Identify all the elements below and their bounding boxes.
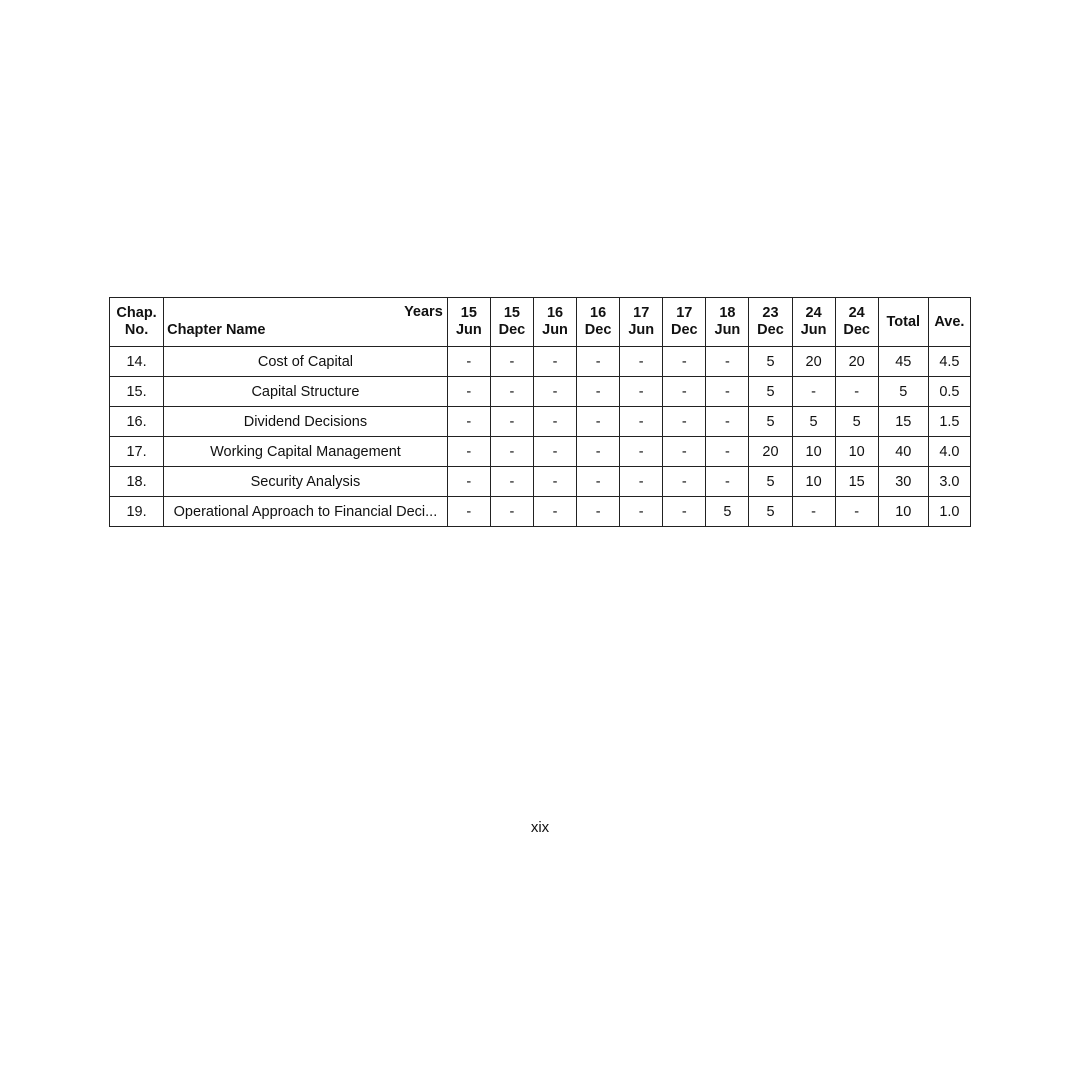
marks-cell: - [835,377,878,407]
marks-cell: - [706,407,749,437]
marks-cell: - [577,407,620,437]
period-month: Jun [800,322,827,338]
chapter-number-cell: 19. [110,497,164,527]
marks-cell: - [490,437,533,467]
chapter-number-cell: 17. [110,437,164,467]
marks-cell: 20 [792,347,835,377]
marks-cell: - [577,497,620,527]
table-row [110,437,971,467]
chap-header-line2: No. [124,322,149,338]
marks-cell: - [663,377,706,407]
marks-cell: 20 [835,347,878,377]
chapter-number-cell: 15. [110,377,164,407]
chapter-name-header [164,298,448,347]
total-cell: 45 [878,347,928,377]
marks-cell: - [447,497,490,527]
marks-cell: 5 [749,407,792,437]
total-header: Total [878,298,928,347]
marks-cell: 5 [749,377,792,407]
period-month: Jun [628,322,655,338]
marks-cell: - [663,407,706,437]
marks-cell: - [447,467,490,497]
marks-cell: - [533,347,576,377]
period-header [490,298,533,347]
marks-cell: - [490,467,533,497]
period-year: 23 [762,305,779,321]
marks-cell: - [620,347,663,377]
marks-cell: 5 [749,497,792,527]
marks-cell: - [706,347,749,377]
period-year: 15 [503,305,520,321]
marks-cell: - [577,437,620,467]
marks-cell: 10 [835,437,878,467]
chapter-name-cell: Operational Approach to Financial Deci... [164,497,448,527]
average-cell: 1.0 [928,497,970,527]
period-month: Dec [843,322,870,338]
period-header [577,298,620,347]
average-header: Ave. [928,298,970,347]
period-header [620,298,663,347]
marks-cell: - [620,497,663,527]
total-cell: 40 [878,437,928,467]
marks-cell: - [447,347,490,377]
marks-cell: - [620,377,663,407]
marks-cell: 5 [749,467,792,497]
marks-cell: 5 [749,347,792,377]
marks-cell: - [577,347,620,377]
period-month: Jun [542,322,568,338]
period-year: 15 [460,305,477,321]
marks-cell: - [663,437,706,467]
average-cell: 4.0 [928,437,970,467]
table-row [110,347,971,377]
marks-cell: - [490,407,533,437]
marks-cell: - [792,377,835,407]
marks-cell: - [447,407,490,437]
marks-cell: - [620,407,663,437]
period-year: 16 [546,305,564,321]
marks-cell: 10 [792,467,835,497]
marks-cell: - [792,497,835,527]
marks-cell: - [663,347,706,377]
period-header [663,298,706,347]
marks-cell: - [706,377,749,407]
marks-cell: - [577,377,620,407]
table-body [110,347,971,527]
period-month: Dec [670,322,698,338]
period-header [533,298,576,347]
marks-cell: 5 [835,407,878,437]
period-month: Dec [584,322,612,338]
marks-cell: - [533,497,576,527]
chapter-number-cell: 16. [110,407,164,437]
marks-cell: 10 [792,437,835,467]
total-cell: 15 [878,407,928,437]
total-cell: 5 [878,377,928,407]
table-header-row [110,298,971,347]
marks-cell: - [533,407,576,437]
period-header [835,298,878,347]
chapter-number-cell: 18. [110,467,164,497]
average-cell: 1.5 [928,407,970,437]
years-label: Years [404,304,443,320]
chapter-name-cell: Capital Structure [164,377,448,407]
marks-cell: - [706,467,749,497]
average-cell: 0.5 [928,377,970,407]
table-row [110,407,971,437]
period-header [749,298,792,347]
average-cell: 3.0 [928,467,970,497]
marks-cell: 5 [706,497,749,527]
period-year: 24 [805,305,822,321]
chapter-name-label: Chapter Name [167,322,266,338]
average-cell: 4.5 [928,347,970,377]
period-year: 18 [719,305,736,321]
marks-cell: - [533,467,576,497]
marks-cell: - [490,377,533,407]
chapter-name-cell: Cost of Capital [164,347,448,377]
marks-cell: - [490,347,533,377]
marks-cell: - [706,437,749,467]
chapter-number-cell: 14. [110,347,164,377]
table-row [110,467,971,497]
total-cell: 30 [878,467,928,497]
marks-cell: - [663,497,706,527]
chap-header-line1: Chap. [116,305,157,321]
chapter-name-cell: Dividend Decisions [164,407,448,437]
marks-cell: - [533,437,576,467]
marks-distribution-table [109,297,971,527]
period-month: Jun [455,322,482,338]
marks-cell: - [490,497,533,527]
period-header [706,298,749,347]
period-header [792,298,835,347]
marks-cell: - [533,377,576,407]
period-header [447,298,490,347]
total-cell: 10 [878,497,928,527]
marks-cell: - [447,377,490,407]
period-month: Dec [757,322,784,338]
period-month: Jun [714,322,741,338]
page-number: xix [530,819,550,836]
period-month: Dec [498,322,526,338]
marks-cell: 20 [749,437,792,467]
period-year: 17 [633,305,650,321]
period-year: 17 [676,305,693,321]
chapter-name-cell: Security Analysis [164,467,448,497]
period-year: 16 [590,305,607,321]
marks-cell: 5 [792,407,835,437]
marks-cell: 15 [835,467,878,497]
marks-cell: - [447,437,490,467]
marks-cell: - [835,497,878,527]
marks-cell: - [620,467,663,497]
marks-cell: - [577,467,620,497]
table-row [110,377,971,407]
period-year: 24 [848,305,865,321]
chap-no-header [110,298,164,347]
chapter-name-cell: Working Capital Management [164,437,448,467]
table-row [110,497,971,527]
marks-cell: - [663,467,706,497]
marks-cell: - [620,437,663,467]
